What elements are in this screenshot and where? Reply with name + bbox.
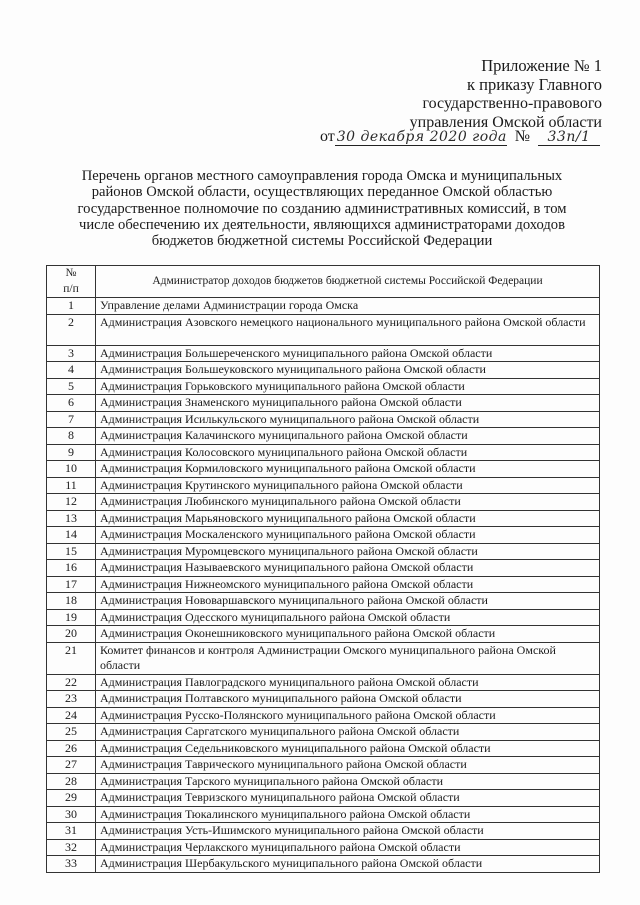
administrator-name: Администрация Москаленского муниципального района Омской области <box>96 527 600 544</box>
table-row <box>47 444 600 461</box>
administrator-name: Администрация Павлоградского муниципального района Омской области <box>96 674 600 691</box>
table-row <box>47 773 600 790</box>
table-row <box>47 314 600 345</box>
row-number: 18 <box>47 593 96 610</box>
table-row <box>47 395 600 412</box>
row-number: 11 <box>47 477 96 494</box>
table-row <box>47 593 600 610</box>
table-row <box>47 740 600 757</box>
row-number: 28 <box>47 773 96 790</box>
administrator-name: Администрация Усть-Ишимского муниципального района Омской области <box>96 823 600 840</box>
administrator-name: Администрация Шербакульского муниципального района Омской области <box>96 856 600 873</box>
table-row <box>47 790 600 807</box>
table-row <box>47 576 600 593</box>
row-number: 1 <box>47 298 96 315</box>
administrator-name: Администрация Большеуковского муниципального района Омской области <box>96 362 600 379</box>
table-body <box>47 298 600 873</box>
row-number: 17 <box>47 576 96 593</box>
row-number: 9 <box>47 444 96 461</box>
administrator-name: Администрация Тюкалинского муниципального района Омской области <box>96 806 600 823</box>
row-number: 6 <box>47 395 96 412</box>
column-header-number: № п/п <box>47 266 96 298</box>
administrator-name: Администрация Крутинского муниципального района Омской области <box>96 477 600 494</box>
table-row <box>47 378 600 395</box>
row-number: 27 <box>47 757 96 774</box>
row-number: 10 <box>47 461 96 478</box>
table-row <box>47 691 600 708</box>
table-row <box>47 298 600 315</box>
administrator-name: Администрация Горьковского муниципального района Омской области <box>96 378 600 395</box>
table-row <box>47 724 600 741</box>
administrator-name: Администрация Седельниковского муниципального района Омской области <box>96 740 600 757</box>
administrator-name: Администрация Черлакского муниципального района Омской области <box>96 839 600 856</box>
order-number-handwritten: 33п/1 <box>538 129 600 146</box>
row-number: 22 <box>47 674 96 691</box>
table-row <box>47 527 600 544</box>
table-row <box>47 461 600 478</box>
table-row <box>47 428 600 445</box>
table-row <box>47 510 600 527</box>
administrator-name: Администрация Тевризского муниципального района Омской области <box>96 790 600 807</box>
administrator-name: Администрация Называевского муниципального района Омской области <box>96 560 600 577</box>
table-row <box>47 823 600 840</box>
appendix-line-2: к приказу Главного <box>466 75 602 94</box>
table-row <box>47 411 600 428</box>
row-number: 25 <box>47 724 96 741</box>
row-number: 26 <box>47 740 96 757</box>
row-number: 13 <box>47 510 96 527</box>
administrator-name: Администрация Кормиловского муниципального района Омской области <box>96 461 600 478</box>
administrator-name: Администрация Колосовского муниципального района Омской области <box>96 444 600 461</box>
order-date-line <box>320 128 600 152</box>
table-row <box>47 494 600 511</box>
administrator-name: Администрация Азовского немецкого национального муниципального района Омской области <box>96 314 600 345</box>
row-number: 33 <box>47 856 96 873</box>
row-number: 21 <box>47 642 96 674</box>
row-number: 5 <box>47 378 96 395</box>
administrator-name: Администрация Знаменского муниципального района Омской области <box>96 395 600 412</box>
administrator-name: Администрация Саргатского муниципального района Омской области <box>96 724 600 741</box>
administrator-name: Администрация Таврического муниципального района Омской области <box>96 757 600 774</box>
row-number: 32 <box>47 839 96 856</box>
administrator-name: Администрация Муромцевского муниципального района Омской области <box>96 543 600 560</box>
row-number: 30 <box>47 806 96 823</box>
administrator-name: Администрация Одесского муниципального района Омской области <box>96 609 600 626</box>
row-number: 20 <box>47 626 96 643</box>
administrators-table <box>46 265 600 873</box>
table-row <box>47 674 600 691</box>
row-number: 14 <box>47 527 96 544</box>
administrator-name: Комитет финансов и контроля Администрации Омского муниципального района Омской области <box>96 642 600 674</box>
administrator-name: Администрация Исилькульского муниципального района Омской области <box>96 411 600 428</box>
table-row <box>47 757 600 774</box>
table-row <box>47 609 600 626</box>
table-row <box>47 543 600 560</box>
administrator-name: Администрация Нижнеомского муниципального района Омской области <box>96 576 600 593</box>
table-row <box>47 856 600 873</box>
table-row <box>47 477 600 494</box>
appendix-line-3: государственно-правового <box>422 95 602 112</box>
table-row <box>47 806 600 823</box>
appendix-header <box>302 56 602 132</box>
administrator-name: Управление делами Администрации города Омска <box>96 298 600 315</box>
administrator-name: Администрация Марьяновского муниципального района Омской области <box>96 510 600 527</box>
administrator-name: Администрация Нововаршавского муниципального района Омской области <box>96 593 600 610</box>
row-number: 15 <box>47 543 96 560</box>
row-number: 19 <box>47 609 96 626</box>
date-prefix: от <box>319 128 335 145</box>
administrator-name: Администрация Тарского муниципального района Омской области <box>96 773 600 790</box>
document-title: Перечень органов местного самоуправления города Омска и муниципальных районов Омской области, осуществляющих переданное Омской областью государственное полномочие по созданию административных комиссий, в том числе обеспечению их деятельности, являющихся администраторами доходов бюджетов бюджетной системы Российской Федерации <box>77 168 567 250</box>
administrator-name: Администрация Калачинского муниципального района Омской области <box>96 428 600 445</box>
row-number: 4 <box>47 362 96 379</box>
appendix-line-4: управления Омской области <box>409 114 602 131</box>
table-header-row <box>47 266 600 298</box>
number-label: № <box>514 128 530 145</box>
row-number: 2 <box>47 314 96 345</box>
administrator-name: Администрация Полтавского муниципального района Омской области <box>96 691 600 708</box>
table-row <box>47 560 600 577</box>
row-number: 24 <box>47 707 96 724</box>
row-number: 31 <box>47 823 96 840</box>
row-number: 12 <box>47 494 96 511</box>
appendix-line-1: Приложение № 1 <box>481 56 602 75</box>
administrator-name: Администрация Любинского муниципального района Омской области <box>96 494 600 511</box>
table-row <box>47 626 600 643</box>
row-number: 23 <box>47 691 96 708</box>
order-date-handwritten: 30 декабря 2020 года <box>336 129 507 145</box>
row-number: 29 <box>47 790 96 807</box>
row-number: 8 <box>47 428 96 445</box>
administrator-name: Администрация Оконешниковского муниципального района Омской области <box>96 626 600 643</box>
table-row <box>47 345 600 362</box>
table-row <box>47 707 600 724</box>
row-number: 3 <box>47 345 96 362</box>
row-number: 16 <box>47 560 96 577</box>
administrator-name: Администрация Русско-Полянского муниципального района Омской области <box>96 707 600 724</box>
table-row <box>47 839 600 856</box>
row-number: 7 <box>47 411 96 428</box>
column-header-name: Администратор доходов бюджетов бюджетной системы Российской Федерации <box>96 266 600 298</box>
table-row <box>47 362 600 379</box>
table-row <box>47 642 600 674</box>
administrator-name: Администрация Большереченского муниципального района Омской области <box>96 345 600 362</box>
